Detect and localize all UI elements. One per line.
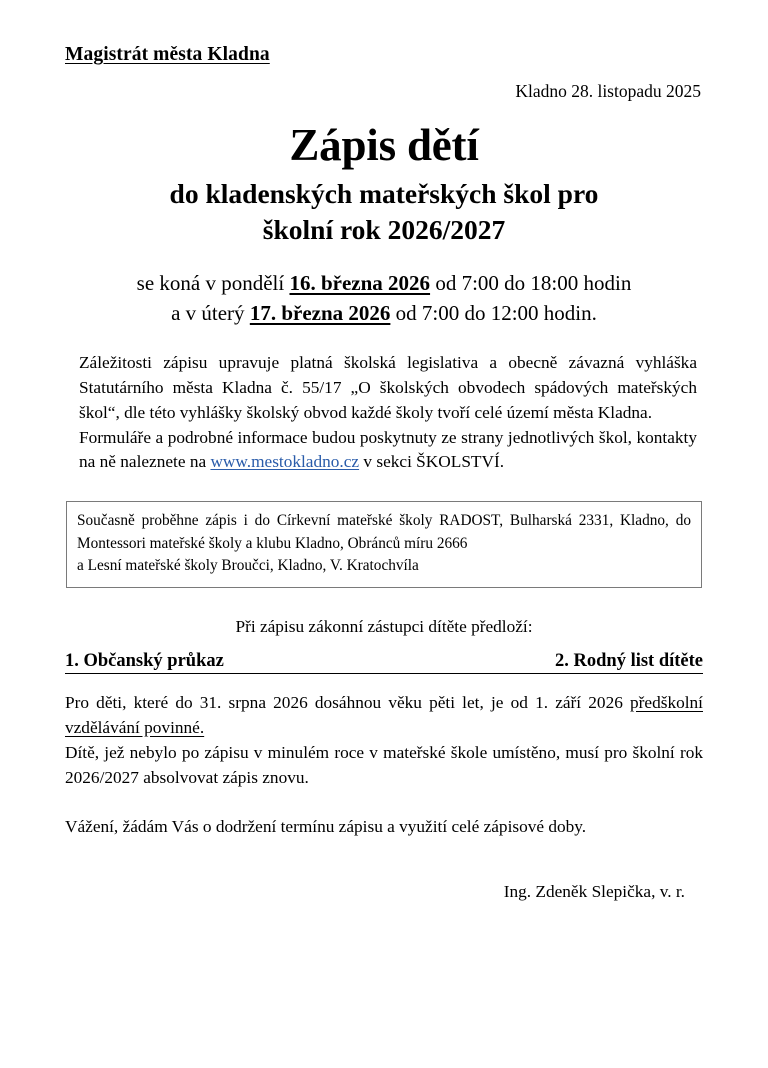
compulsory-preschool-prefix: Pro děti, které do 31. srpna 2026 dosáhnou věku pěti let, je od 1. září 2026: [65, 692, 631, 712]
page-subtitle-line-1: do kladenských mateřských škol pro: [169, 177, 599, 209]
forms-info-paragraph: [79, 426, 697, 476]
schedule-line-tuesday: [65, 299, 703, 329]
forms-info-suffix: v sekci ŠKOLSTVÍ.: [359, 452, 505, 472]
document-page: [0, 44, 768, 1068]
required-document-2: 2. Rodný list dítěte: [555, 650, 703, 671]
notice-line-2: a Lesní mateřské školy Broučci, Kladno, V. Kratochvíla: [77, 557, 419, 575]
required-documents-row: [65, 651, 703, 674]
forms-info-prefix: Formuláře a podrobné informace budou poskytnuty ze strany jednotlivých škol, kontakty na ně naleznete na: [79, 427, 697, 472]
documents-intro: Při zápisu zákonní zástupci dítěte předloží:: [235, 616, 533, 636]
legislation-paragraph: Záležitosti zápisu upravuje platná školská legislativa a obecně závazná vyhláška Statutárního města Kladna č. 55/17 „O školských obvodech spádových mateřských škol“, dle této vyhlášky školský obvod každé školy tvoří celé území města Kladna.: [79, 352, 697, 422]
compulsory-preschool-emphasis: předškolní vzdělávání povinné.: [65, 692, 703, 737]
additional-schools-notice: [66, 501, 702, 587]
schedule-monday-suffix: od 7:00 do 18:00 hodin: [430, 271, 632, 296]
issuing-office-label: Magistrát města Kladna: [65, 44, 270, 65]
schedule-tuesday-prefix: a v úterý: [171, 301, 250, 325]
closing-text-block: [65, 690, 703, 790]
schedule-tuesday-suffix: od 7:00 do 12:00 hodin.: [390, 301, 597, 325]
issuing-office: [65, 44, 703, 66]
appeal-paragraph: Vážení, žádám Vás o dodržení termínu zápisu a využití celé zápisové doby.: [65, 817, 587, 837]
schedule-monday-date: 16. března 2026: [289, 271, 431, 296]
schedule-block: [65, 269, 703, 329]
page-subtitle-line-2: školní rok 2026/2027: [262, 213, 506, 245]
schedule-tuesday-date: 17. března 2026: [249, 301, 391, 325]
page-title: Zápis dětí: [289, 120, 479, 170]
place-and-date: Kladno 28. listopadu 2025: [515, 81, 701, 101]
compulsory-preschool-paragraph: [65, 690, 703, 740]
notice-line-1: Současně proběhne zápis i do Církevní mateřské školy RADOST, Bulharská 2331, Kladno, do Montessori mateřské školy a klubu Kladno, Obránců míru 2666: [77, 512, 691, 552]
signature: Ing. Zdeněk Slepička, v. r.: [503, 882, 685, 902]
reenrollment-paragraph: Dítě, jež nebylo po zápisu v minulém roce v mateřské škole umístěno, musí pro školní rok 2026/2027 absolvovat zápis znovu.: [65, 742, 703, 788]
body-text-block: [65, 351, 703, 476]
required-document-1: 1. Občanský průkaz: [65, 650, 224, 671]
mestokladno-link[interactable]: www.mestokladno.cz: [210, 452, 360, 472]
page-subtitle: [65, 176, 703, 249]
schedule-monday-prefix: se koná v pondělí: [136, 271, 290, 296]
schedule-line-monday: [65, 269, 703, 299]
